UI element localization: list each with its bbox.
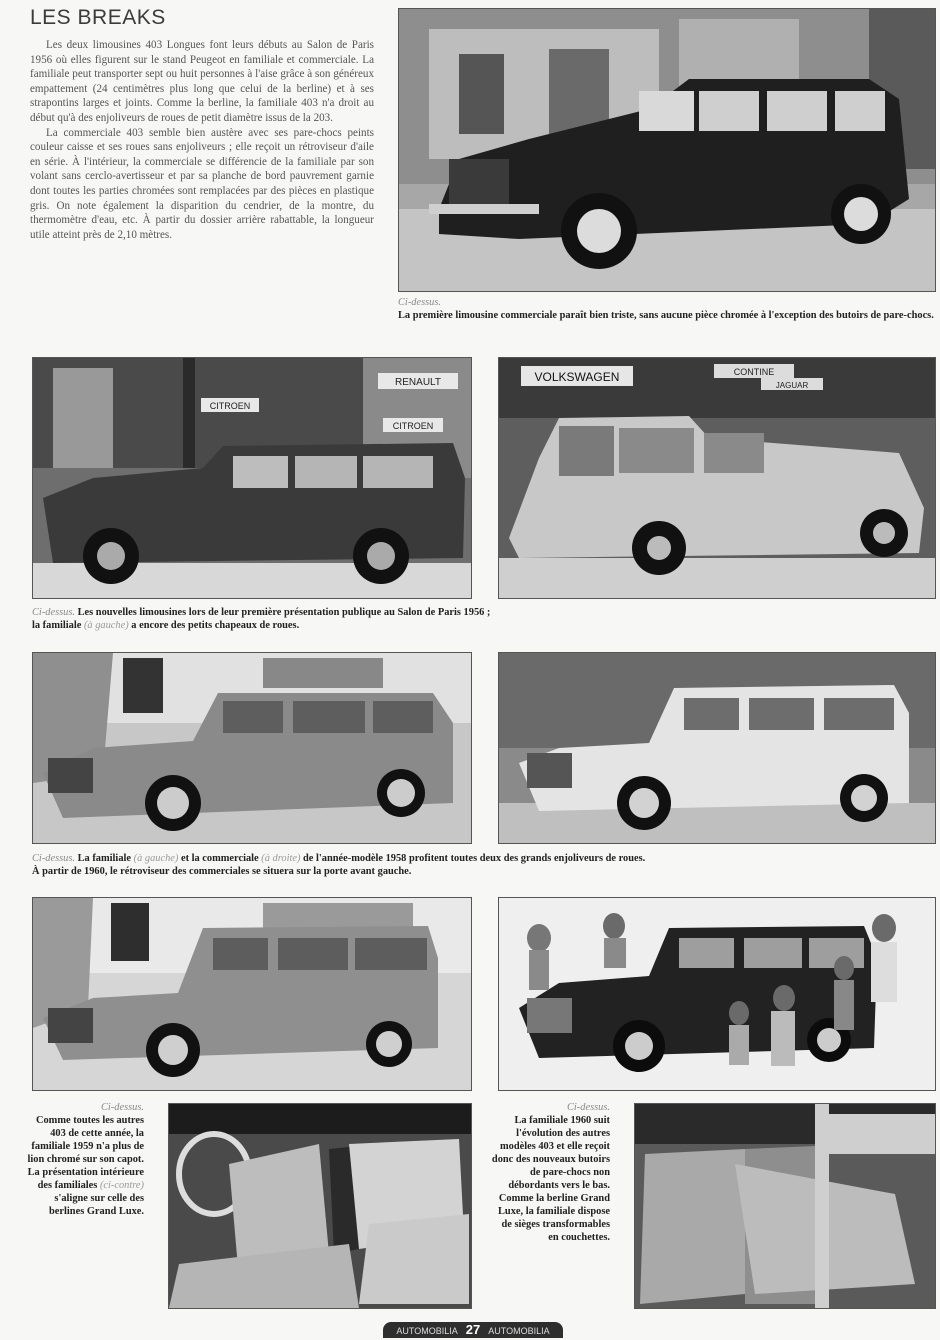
page-footer [383,1322,563,1338]
caption-salon-1956 [32,606,932,632]
caption-text: La familiale 1960 suit l'évolution des autres modèles 403 et elle reçoit donc des nouveaux butoirs de pare-chocs non débordants vers le bas. Comme la berline Grand Luxe, la familiale dispose de sièges transformables en couchettes. [491,1115,610,1243]
caption-lead: Ci-dessus. [566,1102,610,1113]
caption-text: de l'année-modèle 1958 profitent toutes deux des grands enjoliveurs de roues. [303,853,646,864]
caption-emphasis: (ci-contre) [99,1180,144,1191]
photo-salon-familiale [32,357,472,599]
photo-interior-1959 [168,1103,472,1309]
caption-text: La familiale [77,853,132,864]
caption-lead: Ci-dessus. [32,607,76,618]
intro-paragraph-2: La commerciale 403 semble bien austère avec ses pare-chocs peints couleur caisse et ses roues sans enjoliveurs ; elle reçoit un rétroviseur d'aile en série. À l'intérieur, la commerciale se différencie de la familiale par son volant sans cerclo-avertisseur et par sa planche de bord pauvrement garnie dont toutes les parties chromées sont remplacées par des pièces en plastique gris. On note également la disparition du cendrier, de la montre, du thermomètre d'eau, etc. À partir du dossier arrière rabattable, la longueur utile atteint près de 2,10 mètres. [30,126,374,241]
caption-text: À partir de 1960, le rétroviseur des commerciales se situera sur la porte avant gauche. [32,866,412,877]
caption-text: Les nouvelles limousines lors de leur première présentation publique au Salon de Paris 1956 ; [77,607,491,618]
caption-1959 [24,1101,144,1218]
caption-text: a encore des petits chapeaux de roues. [131,620,300,631]
sign-jaguar: JAGUAR [775,381,809,390]
footer-magazine-right: AUTOMOBILIA [488,1326,550,1336]
sign-citroen-a: CITROEN [209,401,251,411]
photo-commerciale-1958 [498,652,936,844]
sign-renault: RENAULT [395,377,441,388]
photo-commerciale-1956 [398,8,936,292]
caption-lead: Ci-dessus. [32,853,76,864]
caption-text: La première limousine commerciale paraît bien triste, sans aucune pièce chromée à l'exception des butoirs de pare-chocs. [398,310,934,321]
sign-volkswagen: VOLKSWAGEN [534,370,620,384]
caption-1960 [490,1101,610,1244]
caption-emphasis: (à droite) [261,853,301,864]
caption-lead: Ci-dessus. [100,1102,144,1113]
intro-text [30,38,374,242]
caption-lead: Ci-dessus. [398,297,442,308]
photo-salon-commerciale [498,357,936,599]
caption-1958 [32,852,932,878]
footer-magazine-left: AUTOMOBILIA [396,1326,458,1336]
sign-citroen-b: CITROEN [392,421,434,431]
caption-text: s'aligne sur celle des berlines Grand Luxe. [49,1193,144,1217]
caption-emphasis: (à gauche) [83,620,129,631]
photo-interior-1960 [634,1103,936,1309]
caption-emphasis: (à gauche) [133,853,179,864]
caption-text: la familiale [32,620,82,631]
photo-familiale-1958 [32,652,472,844]
page-title: LES BREAKS [30,6,166,29]
caption-text: Comme toutes les autres 403 de cette année, la familiale 1959 n'a plus de lion chromé sur son capot. La présentation intérieure des familiales [27,1115,144,1191]
intro-paragraph-1: Les deux limousines 403 Longues font leurs débuts au Salon de Paris 1956 où elles figurent sur le stand Peugeot en familiale et commerciale. La familiale peut transporter sept ou huit personnes à l'aise grâce à son généreux empattement (24 centimètres plus long que celui de la berline) et à ses strapontins larges et joints. Comme la berline, la familiale 403 n'a droit au début qu'à des enjoliveurs de roues de petit diamètre issus de la 203. [30,39,374,124]
caption-text: et la commerciale [180,853,259,864]
sign-contin: CONTINE [733,367,775,377]
page-number: 27 [465,1322,481,1337]
photo-familiale-1960 [498,897,936,1091]
photo-familiale-1959 [32,897,472,1091]
caption-commerciale-1956 [398,296,934,322]
